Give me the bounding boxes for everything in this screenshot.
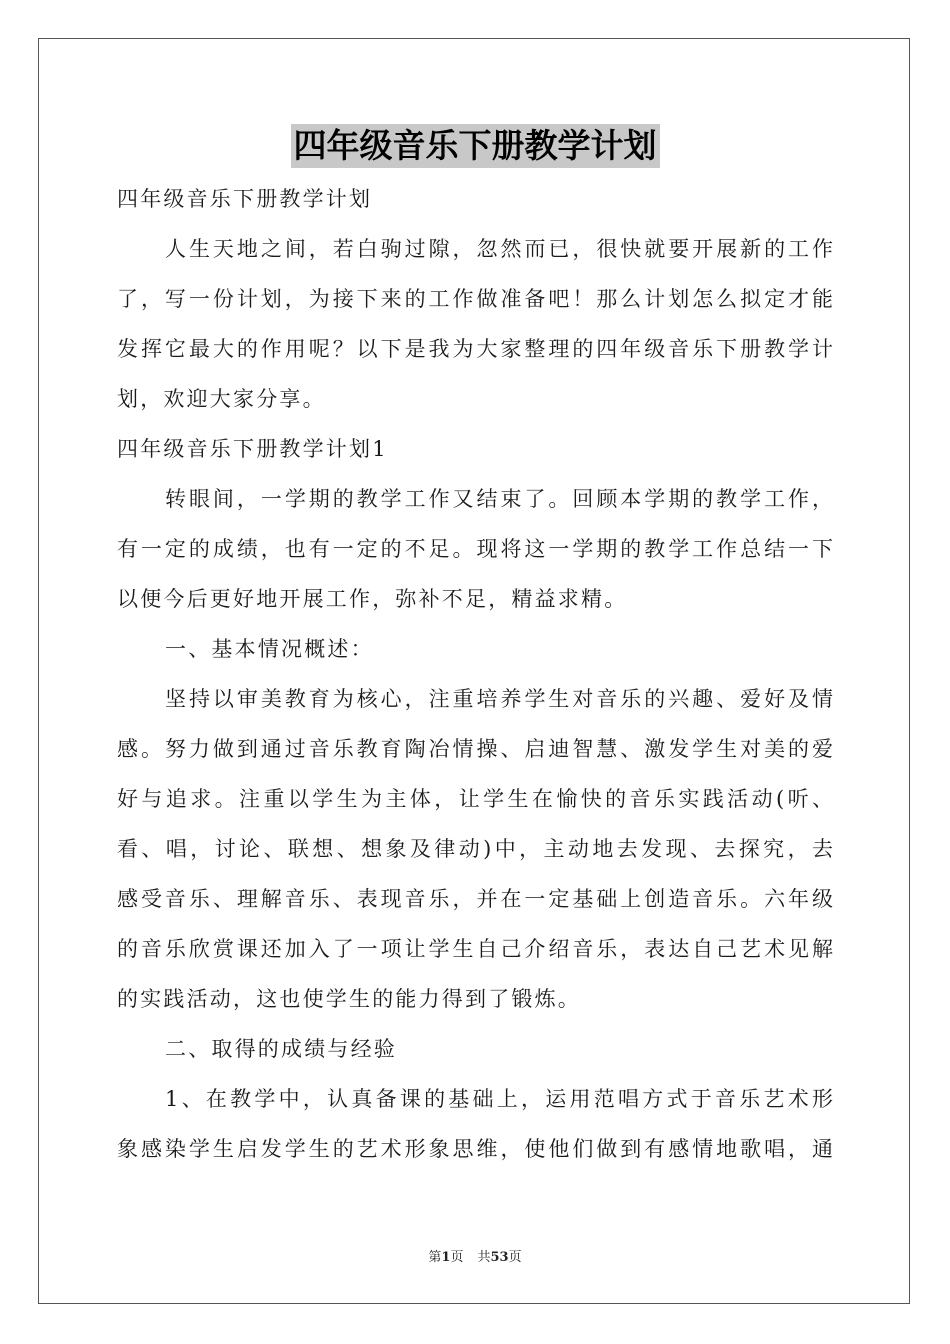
paragraph-line: 了，写一份计划，为接下来的工作做准备吧！那么计划怎么拟定才能 <box>117 287 833 311</box>
paragraph-line: 看、唱，讨论、联想、想象及律动)中，主动地去发现、去探究，去 <box>117 837 833 861</box>
paragraph-line: 的实践活动，这也使学生的能力得到了锻炼。 <box>117 987 581 1011</box>
paragraph-line: 1、在教学中，认真备课的基础上，运用范唱方式于音乐艺术形 <box>165 1087 833 1111</box>
paragraph-line: 好与追求。注重以学生为主体，让学生在愉快的音乐实践活动(听、 <box>117 787 833 811</box>
paragraph-line: 转眼间，一学期的教学工作又结束了。回顾本学期的教学工作， <box>165 487 833 511</box>
paragraph-line: 有一定的成绩，也有一定的不足。现将这一学期的教学工作总结一下 <box>117 537 833 561</box>
title-wrap <box>0 124 950 168</box>
document-title: 四年级音乐下册教学计划 <box>291 124 660 168</box>
footer-prefix: 第 <box>428 1250 442 1265</box>
paragraph-line: 发挥它最大的作用呢？以下是我为大家整理的四年级音乐下册教学计 <box>117 337 833 361</box>
paragraph-line: 以便今后更好地开展工作，弥补不足，精益求精。 <box>117 587 628 611</box>
section-heading: 四年级音乐下册教学计划1 <box>117 437 388 461</box>
footer-total-suffix: 页 <box>508 1250 522 1265</box>
document-body <box>117 174 833 1174</box>
paragraph-line: 感受音乐、理解音乐、表现音乐，并在一定基础上创造音乐。六年级 <box>117 887 833 911</box>
paragraph-line: 人生天地之间，若白驹过隙，忽然而已，很快就要开展新的工作 <box>165 237 833 261</box>
paragraph-line: 坚持以审美教育为核心，注重培养学生对音乐的兴趣、爱好及情 <box>165 687 833 711</box>
footer-page-number: 1 <box>441 1250 451 1265</box>
footer-page-suffix: 页 <box>450 1250 464 1265</box>
subtitle-line: 四年级音乐下册教学计划 <box>117 187 373 211</box>
paragraph-line: 的音乐欣赏课还加入了一项让学生自己介绍音乐，表达自己艺术见解 <box>117 937 833 961</box>
paragraph-line: 象感染学生启发学生的艺术形象思维，使他们做到有感情地歌唱，通 <box>117 1137 833 1161</box>
subsection-heading: 二、取得的成绩与经验 <box>165 1037 397 1061</box>
subsection-heading: 一、基本情况概述： <box>165 637 374 661</box>
footer-total-prefix: 共 <box>477 1250 491 1265</box>
footer-total-pages: 53 <box>490 1250 509 1265</box>
paragraph-line: 感。努力做到通过音乐教育陶冶情操、启迪智慧、激发学生对美的爱 <box>117 737 833 761</box>
page-footer <box>0 1246 950 1265</box>
paragraph-line: 划，欢迎大家分享。 <box>117 387 326 411</box>
